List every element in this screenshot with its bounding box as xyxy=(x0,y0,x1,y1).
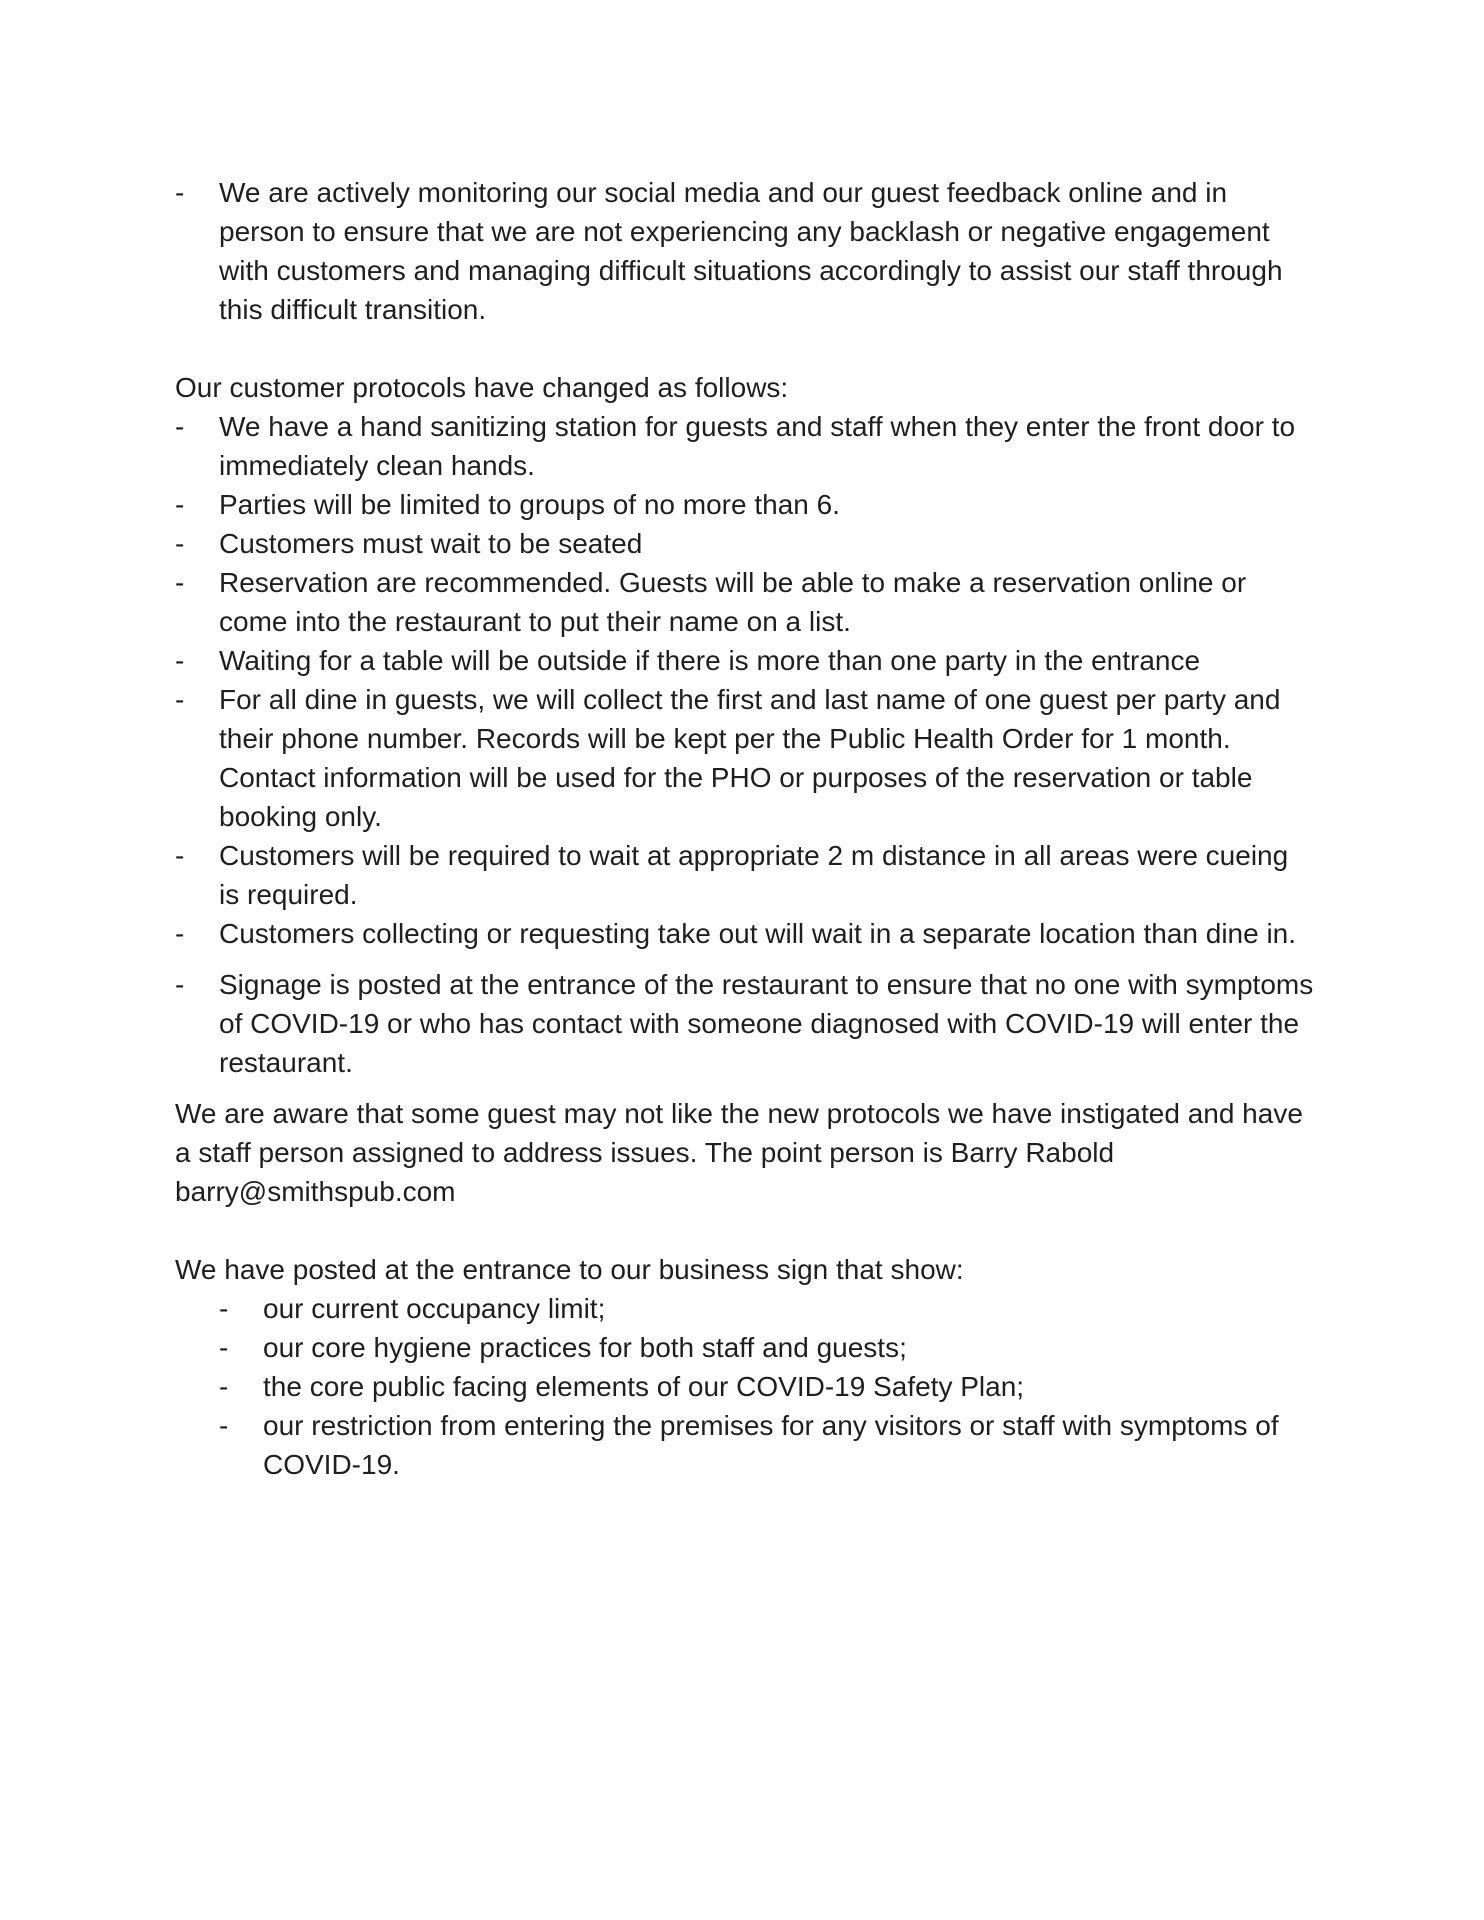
list-marker: - xyxy=(175,918,185,949)
list-item xyxy=(175,836,1315,914)
list-item xyxy=(219,1289,1315,1328)
list-item-text: the core public facing elements of our COVID-19 Safety Plan; xyxy=(263,1371,1025,1402)
list-item-text: We are actively monitoring our social media and our guest feedback online and in person to ensure that we are not experiencing any backlash or negative engagement with customers and managing difficult situations accordingly to assist our staff through this difficult transition. xyxy=(219,177,1283,325)
list-marker: - xyxy=(175,840,185,871)
list-item xyxy=(175,524,1315,563)
list-item-text: We have a hand sanitizing station for guests and staff when they enter the front door to immediately clean hands. xyxy=(219,411,1296,481)
list-item xyxy=(175,485,1315,524)
list-item-text: our core hygiene practices for both staff and guests; xyxy=(263,1332,907,1363)
list-item-text: Reservation are recommended. Guests will be able to make a reservation online or come into the restaurant to put their name on a list. xyxy=(219,567,1247,637)
list-marker: - xyxy=(175,684,185,715)
list-item xyxy=(175,641,1315,680)
signage-protocol-list xyxy=(175,965,1315,1082)
list-item xyxy=(175,173,1315,329)
monitoring-list xyxy=(175,173,1315,329)
list-item xyxy=(175,914,1315,953)
signage-list xyxy=(219,1289,1315,1484)
list-marker: - xyxy=(175,567,185,598)
list-item xyxy=(175,965,1315,1082)
list-marker: - xyxy=(175,969,185,1000)
list-item xyxy=(219,1328,1315,1367)
list-marker: - xyxy=(175,528,185,559)
list-marker: - xyxy=(219,1332,229,1363)
list-marker: - xyxy=(219,1293,229,1324)
issues-paragraph: We are aware that some guest may not like the new protocols we have instigated and have a staff person assigned to address issues. The point person is Barry Rabold barry@smithspub.com xyxy=(175,1098,1303,1207)
list-item xyxy=(219,1406,1315,1484)
list-item-text: our restriction from entering the premises for any visitors or staff with symptoms of COVID-19. xyxy=(263,1410,1279,1480)
list-marker: - xyxy=(219,1371,229,1402)
list-item-text: Customers collecting or requesting take out will wait in a separate location than dine in. xyxy=(219,918,1297,949)
list-marker: - xyxy=(175,489,185,520)
list-item xyxy=(175,563,1315,641)
list-marker: - xyxy=(175,645,185,676)
list-item xyxy=(175,407,1315,485)
customer-protocols-heading: Our customer protocols have changed as follows: xyxy=(175,372,789,403)
list-marker: - xyxy=(175,177,185,208)
document-body xyxy=(175,173,1315,1484)
list-item xyxy=(219,1367,1315,1406)
list-item-text: Waiting for a table will be outside if there is more than one party in the entrance xyxy=(219,645,1201,676)
list-item-text: For all dine in guests, we will collect the first and last name of one guest per party and their phone number. Records will be kept per the Public Health Order for 1 month. Contact information will be used for the PHO or purposes of the reservation or table booking only. xyxy=(219,684,1281,832)
list-item-text: Customers will be required to wait at appropriate 2 m distance in all areas were cueing is required. xyxy=(219,840,1289,910)
list-item-text: Customers must wait to be seated xyxy=(219,528,643,559)
signage-heading: We have posted at the entrance to our business sign that show: xyxy=(175,1254,964,1285)
list-marker: - xyxy=(219,1410,229,1441)
list-item-text: our current occupancy limit; xyxy=(263,1293,606,1324)
list-marker: - xyxy=(175,411,185,442)
list-item-text: Parties will be limited to groups of no more than 6. xyxy=(219,489,840,520)
customer-protocols-list xyxy=(175,407,1315,953)
list-item xyxy=(175,680,1315,836)
list-item-text: Signage is posted at the entrance of the restaurant to ensure that no one with symptoms of COVID-19 or who has contact with someone diagnosed with COVID-19 will enter the restaurant. xyxy=(219,969,1314,1078)
